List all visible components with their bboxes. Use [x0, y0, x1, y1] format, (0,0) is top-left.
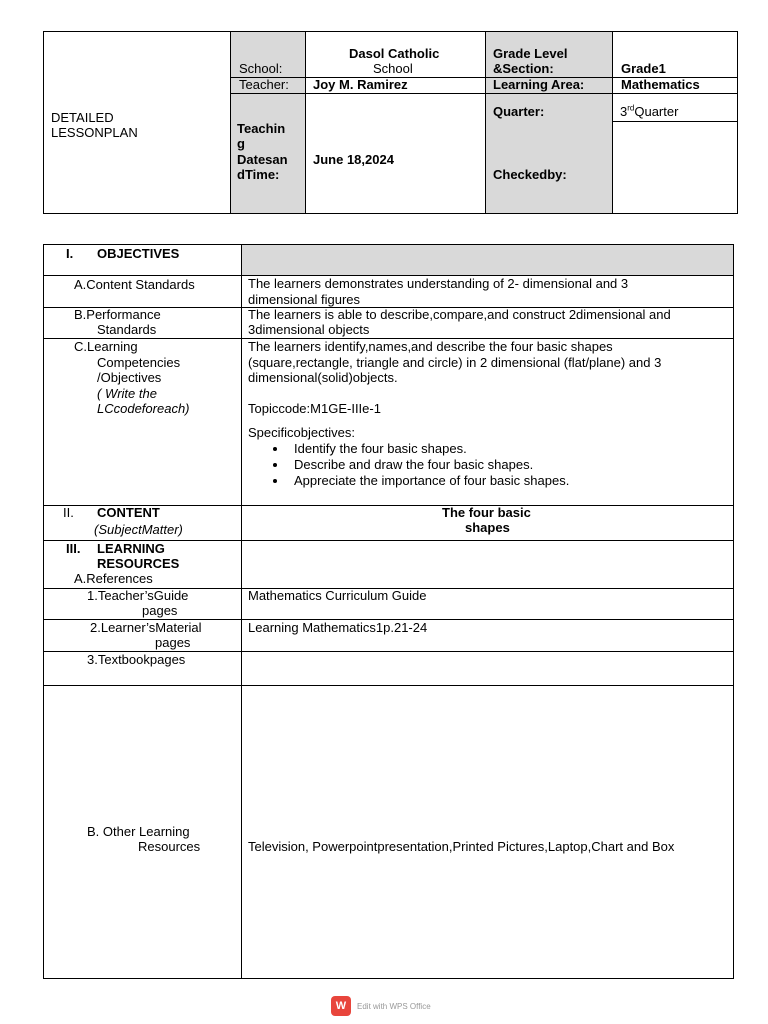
learners-material-value: Learning Mathematics1p.21-24 [248, 620, 428, 635]
objectives-number: I. [66, 246, 74, 261]
wps-footer[interactable] [331, 996, 431, 1016]
specific-objective-3: Appreciate the importance of four basic shapes. [294, 473, 570, 488]
competencies-label-3: /Objectives [97, 370, 162, 385]
other-resources-value: Television, Powerpointpresentation,Printed Pictures,Laptop,Chart and Box [248, 839, 675, 854]
content-standards-text-2: dimensional figures [248, 292, 361, 307]
textbook-pages-label: 3.Textbookpages [87, 652, 186, 667]
content-value-1: The four basic [442, 505, 531, 520]
teachers-guide-label-2: pages [142, 603, 178, 618]
performance-standards-text-1: The learners is able to describe,compare,and construct 2dimensional and [248, 307, 671, 322]
content-title: CONTENT [97, 505, 160, 520]
topic-code [248, 401, 381, 417]
school-value-line-1: Dasol Catholic [349, 46, 440, 61]
school-label: School: [239, 61, 283, 76]
competencies-label-1: C.Learning [74, 339, 138, 354]
topic-code-prefix: Topiccode: [248, 401, 311, 416]
competencies-text-1: The learners identify,names,and describe the four basic shapes [248, 339, 613, 354]
wps-logo-icon: W [331, 996, 351, 1016]
bullet-icon [273, 479, 277, 483]
resources-number: III. [66, 541, 81, 556]
area-label: Learning Area: [493, 77, 585, 92]
checked-label: Checkedby: [493, 167, 567, 182]
competencies-label-4: ( Write the [97, 386, 157, 401]
competencies-text-3: dimensional(solid)objects. [248, 370, 398, 385]
school-value-line-2: School [373, 61, 413, 76]
dates-label-line-1: Teachin [237, 121, 286, 136]
performance-standards-label-1: B.Performance [74, 307, 161, 322]
competencies-label-2: Competencies [97, 355, 181, 370]
specific-objectives-title: Specificobjectives: [248, 425, 355, 440]
performance-standards-label-2: Standards [97, 322, 157, 337]
quarter-number: 3 [620, 104, 628, 119]
dates-value: June 18,2024 [313, 152, 394, 167]
quarter-label: Quarter: [493, 104, 545, 119]
dates-label-line-2: g [237, 136, 245, 151]
resources-title-1: LEARNING [97, 541, 165, 556]
dates-label-line-3: Datesan [237, 152, 288, 167]
competencies-text-2: (square,rectangle, triangle and circle) in 2 dimensional (flat/plane) and 3 [248, 355, 662, 370]
grade-label-line-1: Grade Level [493, 46, 568, 61]
resources-title-2: RESOURCES [97, 556, 180, 571]
learners-material-label-2: pages [155, 635, 191, 650]
objectives-title: OBJECTIVES [97, 246, 180, 261]
area-value: Mathematics [621, 77, 700, 92]
competencies-label-5: LCcodeforeach) [97, 401, 190, 416]
learners-material-label-1: 2.Learner’sMaterial [90, 620, 202, 635]
teachers-guide-label-1: 1.Teacher’sGuide [87, 588, 189, 603]
teacher-value: Joy M. Ramirez [313, 77, 408, 92]
other-resources-label-1: B. Other Learning [87, 824, 190, 839]
quarter-text: Quarter [634, 104, 679, 119]
topic-code-value: M1GE-IIIe-1 [310, 401, 381, 416]
objectives-header-fill [242, 245, 733, 275]
quarter-suffix: rd [627, 103, 635, 113]
content-standards-text-1: The learners demonstrates understanding of 2- dimensional and 3 [248, 276, 629, 291]
grade-value: Grade1 [621, 61, 666, 76]
bullet-icon [273, 447, 277, 451]
other-resources-label-2: Resources [138, 839, 201, 854]
content-value-2: shapes [465, 520, 510, 535]
dates-label-line-4: dTime: [237, 167, 280, 182]
teachers-guide-value: Mathematics Curriculum Guide [248, 588, 427, 603]
quarter-value [620, 104, 678, 120]
grade-label-line-2: &Section: [493, 61, 554, 76]
wps-footer-text: Edit with WPS Office [357, 1001, 431, 1011]
references-label: A.References [74, 571, 153, 586]
bullet-icon [273, 463, 277, 467]
content-subtitle: (SubjectMatter) [94, 522, 183, 537]
performance-standards-text-2: 3dimensional objects [248, 322, 370, 337]
doc-title-line-2: LESSONPLAN [51, 125, 138, 140]
doc-title-line-1: DETAILED [51, 110, 114, 125]
specific-objective-2: Describe and draw the four basic shapes. [294, 457, 534, 472]
content-standards-label: A.Content Standards [74, 277, 195, 292]
content-number: II. [63, 505, 74, 520]
specific-objective-1: Identify the four basic shapes. [294, 441, 467, 456]
teacher-label: Teacher: [239, 77, 289, 92]
